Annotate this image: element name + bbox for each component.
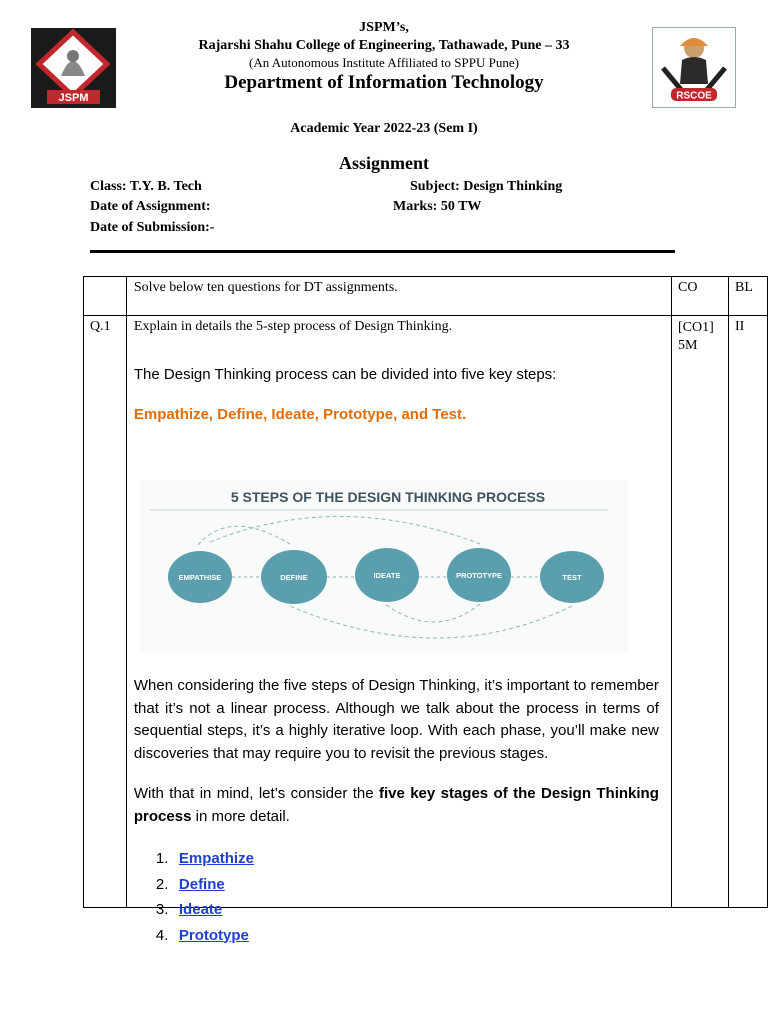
class-label: Class: T.Y. B. Tech <box>90 179 202 194</box>
org-name: JSPM’s, <box>359 20 409 35</box>
date-of-assignment: Date of Assignment: <box>90 199 211 214</box>
list-item: 1. Empathize <box>155 850 254 867</box>
subject-label: Subject: Design Thinking <box>410 179 563 194</box>
link-prototype[interactable]: Prototype <box>178 926 249 944</box>
bl-value: II <box>728 316 767 908</box>
assignment-title: Assignment <box>338 153 429 173</box>
design-thinking-diagram <box>140 480 628 652</box>
blank-cell <box>84 277 127 316</box>
date-of-submission: Date of Submission:- <box>90 220 215 235</box>
node-label-define: DEFINE <box>280 573 308 582</box>
answer-paragraph-2: With that in mind, let’s consider the five key stages of the Design Thinking process in more detail. <box>133 785 659 825</box>
intro-cell: Solve below ten questions for DT assignments. <box>126 277 671 316</box>
key-stages-bold: five key stages of the Design Thinking process <box>133 785 659 825</box>
node-define <box>261 550 327 604</box>
node-empathise <box>168 551 232 603</box>
node-label-prototype: PROTOTYPE <box>455 571 502 580</box>
stages-list <box>156 846 254 948</box>
marks-label: Marks: 50 TW <box>393 199 482 214</box>
steps-line: Empathize, Define, Ideate, Prototype, and Test. <box>133 406 467 423</box>
co-value: [CO1] <box>678 320 714 335</box>
marks-value: 5M <box>678 338 698 353</box>
node-label-empathise: EMPATHISE <box>178 573 222 582</box>
node-ideate <box>355 548 419 602</box>
co-cell <box>672 316 729 908</box>
answer-intro: The Design Thinking process can be divided into five key steps: <box>133 366 557 383</box>
co-header: CO <box>672 277 729 316</box>
node-prototype <box>447 548 511 602</box>
list-item: 3. Ideate <box>155 901 223 918</box>
diagram-title: 5 STEPS OF THE DESIGN THINKING PROCESS <box>230 489 546 505</box>
link-ideate[interactable]: Ideate <box>178 901 223 918</box>
header-divider <box>90 250 675 253</box>
answer-paragraph-1: When considering the five steps of Design Thinking, it’s important to remember that it’s not a linear process. Although we talk about the process in terms of sequential steps, it’s a highly iterative loop. With each phase, you’ll make new discoveries that may require you to revisit the previous stages. <box>133 677 659 762</box>
link-define[interactable]: Define <box>178 875 225 893</box>
rscoe-logo-text: RSCOE <box>676 90 712 102</box>
list-item: 2. Define <box>155 875 225 893</box>
affiliation: (An Autonomous Institute Affiliated to SPPU Pune) <box>249 55 519 70</box>
academic-year: Academic Year 2022-23 (Sem I) <box>290 121 478 136</box>
assignment-table <box>83 276 768 944</box>
answer-cell <box>133 316 659 944</box>
jspm-logo-text: JSPM <box>58 92 89 104</box>
bl-header: BL <box>728 277 767 316</box>
question-number: Q.1 <box>84 316 127 908</box>
table-header-row <box>84 277 768 316</box>
table-row <box>84 316 768 908</box>
link-empathize[interactable]: Empathize <box>178 850 254 867</box>
node-test <box>540 551 604 603</box>
list-item: 4. Prototype <box>155 926 249 944</box>
node-label-ideate: IDEATE <box>373 571 401 580</box>
question-text: Explain in details the 5-step process of Design Thinking. <box>133 319 453 334</box>
node-label-test: TEST <box>562 573 582 582</box>
department-title: Department of Information Technology <box>224 72 544 93</box>
college-name: Rajarshi Shahu College of Engineering, Tathawade, Pune – 33 <box>198 38 570 53</box>
